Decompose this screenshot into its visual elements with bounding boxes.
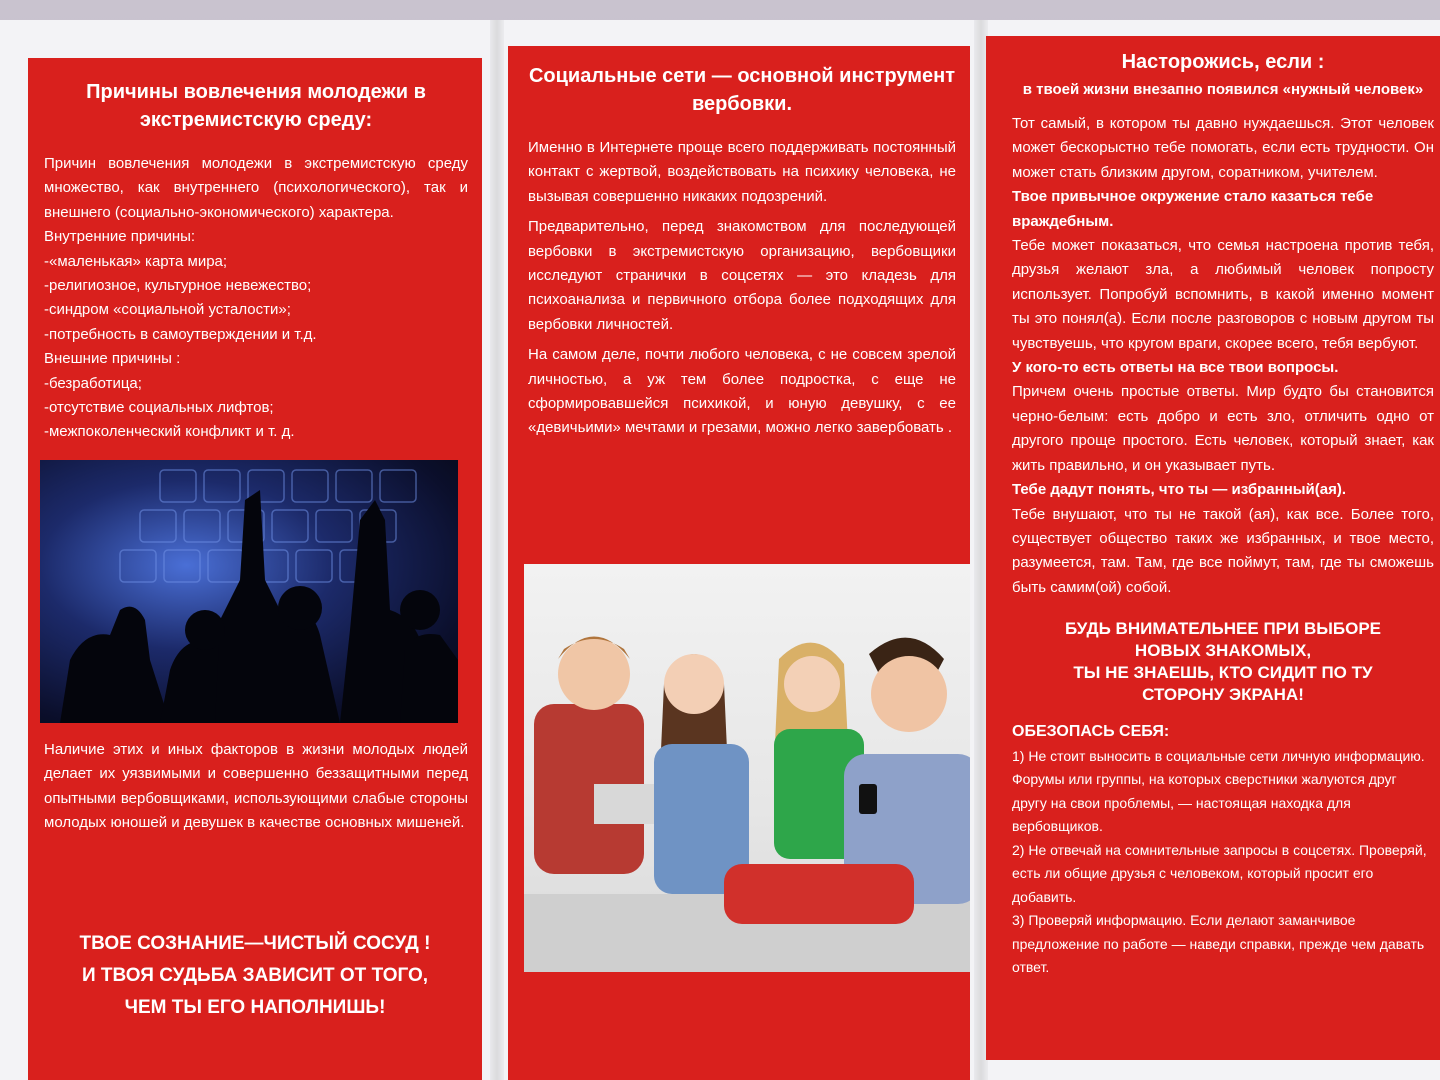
- panel-right: [986, 36, 1440, 1060]
- panel3-heading: Твое привычное окружение стало казаться тебе враждебным.: [1012, 188, 1374, 230]
- panel3-subtitle: в твоей жизни внезапно появился «нужный человек»: [1022, 81, 1424, 98]
- slogan-line: ЧЕМ ТЫ ЕГО НАПОЛНИШЬ!: [124, 997, 386, 1018]
- list-item: -безработица;: [44, 374, 142, 392]
- keyboard-silhouettes-illustration: [40, 460, 458, 723]
- slogan: [28, 928, 482, 1024]
- panel1-intro: Причин вовлечения молодежи в экстремистскую среду множество, как внутреннего (психологического), так и внешнего (социально-экономического) характера.: [44, 155, 468, 221]
- panel3-text: Тебе может показаться, что семья настроена против тебя, друзья желают зла, а любимый человек попросту использует. Попробуй вспомнить, в какой именно момент ты это понял(а). Если после разговоров с новым другом ты чувствуешь, что кругом враги, скорее всего, тебя вербуют.: [1012, 237, 1434, 352]
- panel1-title: Причины вовлечения молодежи в экстремистскую среду:: [86, 81, 426, 131]
- slogan-line: И ТВОЯ СУДЬБА ЗАВИСИТ ОТ ТОГО,: [81, 965, 429, 986]
- list-item: -синдром «социальной усталости»;: [44, 301, 291, 319]
- warning-line: НОВЫХ ЗНАКОМЫХ,: [1134, 641, 1312, 661]
- panel1-conclusion: Наличие этих и иных факторов в жизни молодых людей делает их уязвимыми и совершенно беззащитными перед опытными вербовщиками, использующими слабые стороны молодых юношей и девушек в качестве основных мишеней.: [44, 741, 468, 832]
- warning-line: СТОРОНУ ЭКРАНА!: [1142, 685, 1304, 705]
- list-item: 1) Не стоит выносить в социальные сети личную информацию. Форумы или группы, на которых сверстники жалуются друг другу на свои проблемы, — настоящая находка для вербовщиков.: [1012, 747, 1425, 835]
- panel2-paragraph: Именно в Интернете проще всего поддерживать постоянный контакт с жертвой, воздействовать на психику человека, не вызывая совершенно никаких подозрений.: [528, 139, 956, 205]
- warning-line: БУДЬ ВНИМАТЕЛЬНЕЕ ПРИ ВЫБОРЕ: [1064, 619, 1381, 639]
- list-item: 2) Не отвечай на сомнительные запросы в соцсетях. Проверяй, есть ли общие друзья с человеком, который просит его добавить.: [1012, 841, 1427, 905]
- list-item: -религиозное, культурное невежество;: [44, 277, 312, 295]
- teens-illustration: [524, 564, 970, 972]
- list-item: -межпоколенческий конфликт и т. д.: [44, 423, 295, 441]
- panel3-heading: У кого-то есть ответы на все твои вопросы.: [1012, 359, 1339, 377]
- warning-line: ТЫ НЕ ЗНАЕШЬ, КТО СИДИТ ПО ТУ: [1073, 663, 1373, 683]
- warning-slogan: [1012, 618, 1434, 706]
- list-item: 3) Проверяй информацию. Если делают заманчивое предложение по работе — наведи справки, прежде чем давать ответ.: [1012, 912, 1425, 976]
- panel-middle: [508, 46, 970, 1080]
- hacker-silhouettes-photo: [40, 460, 458, 723]
- slogan-line: ТВОЕ СОЗНАНИЕ—ЧИСТЫЙ СОСУД !: [79, 933, 431, 954]
- panel3-title: Насторожись, если :: [1121, 51, 1325, 73]
- panel3-heading: Тебе дадут понять, что ты — избранный(ая).: [1012, 481, 1347, 499]
- panel3-text: Причем очень простые ответы. Мир будто бы становится черно-белым: есть добро и есть зло, отличить одно от другого проще простого. Есть человек, который знает, как жить правильно, и он указывает путь.: [1012, 383, 1434, 474]
- panel2-paragraph: Предварительно, перед знакомством для последующей вербовки в экстремистскую организацию, вербовщики исследуют странички в соцсетях — это кладезь для психоанализа и первичного отбора более подходящих для вербовки личностей.: [528, 218, 956, 333]
- panel3-text: Тот самый, в котором ты давно нуждаешься. Этот человек может бескорыстно тебе помогать, если есть трудности. Он может стать близким другом, соратником, учителем.: [1012, 115, 1434, 181]
- panel2-title: Социальные сети — основной инструмент вербовки.: [528, 65, 956, 115]
- teens-with-phones-photo: [524, 564, 970, 972]
- panel-left: [28, 58, 482, 1080]
- list-item: -«маленькая» карта мира;: [44, 252, 228, 270]
- fold-line: [490, 20, 504, 1080]
- secure-heading: ОБЕЗОПАСЬ СЕБЯ:: [1012, 723, 1170, 741]
- panel2-paragraph: На самом деле, почти любого человека, с не совсем зрелой личностью, а уж тем более подростка, с еще не сформировавшейся психикой, и юную девушку, с ее «девичьими» мечтами и грезами, можно легко завербовать .: [528, 346, 956, 437]
- external-causes-heading: Внешние причины :: [44, 350, 181, 368]
- internal-causes-heading: Внутренние причины:: [44, 228, 196, 246]
- list-item: -потребность в самоутверждении и т.д.: [44, 325, 317, 343]
- list-item: -отсутствие социальных лифтов;: [44, 399, 274, 417]
- panel3-text: Тебе внушают, что ты не такой (ая), как все. Более того, существует общество таких же избранных, и твое место, разумеется, там. Там, где все поймут, там, где ты сможешь быть самим(ой) собой.: [1012, 505, 1434, 596]
